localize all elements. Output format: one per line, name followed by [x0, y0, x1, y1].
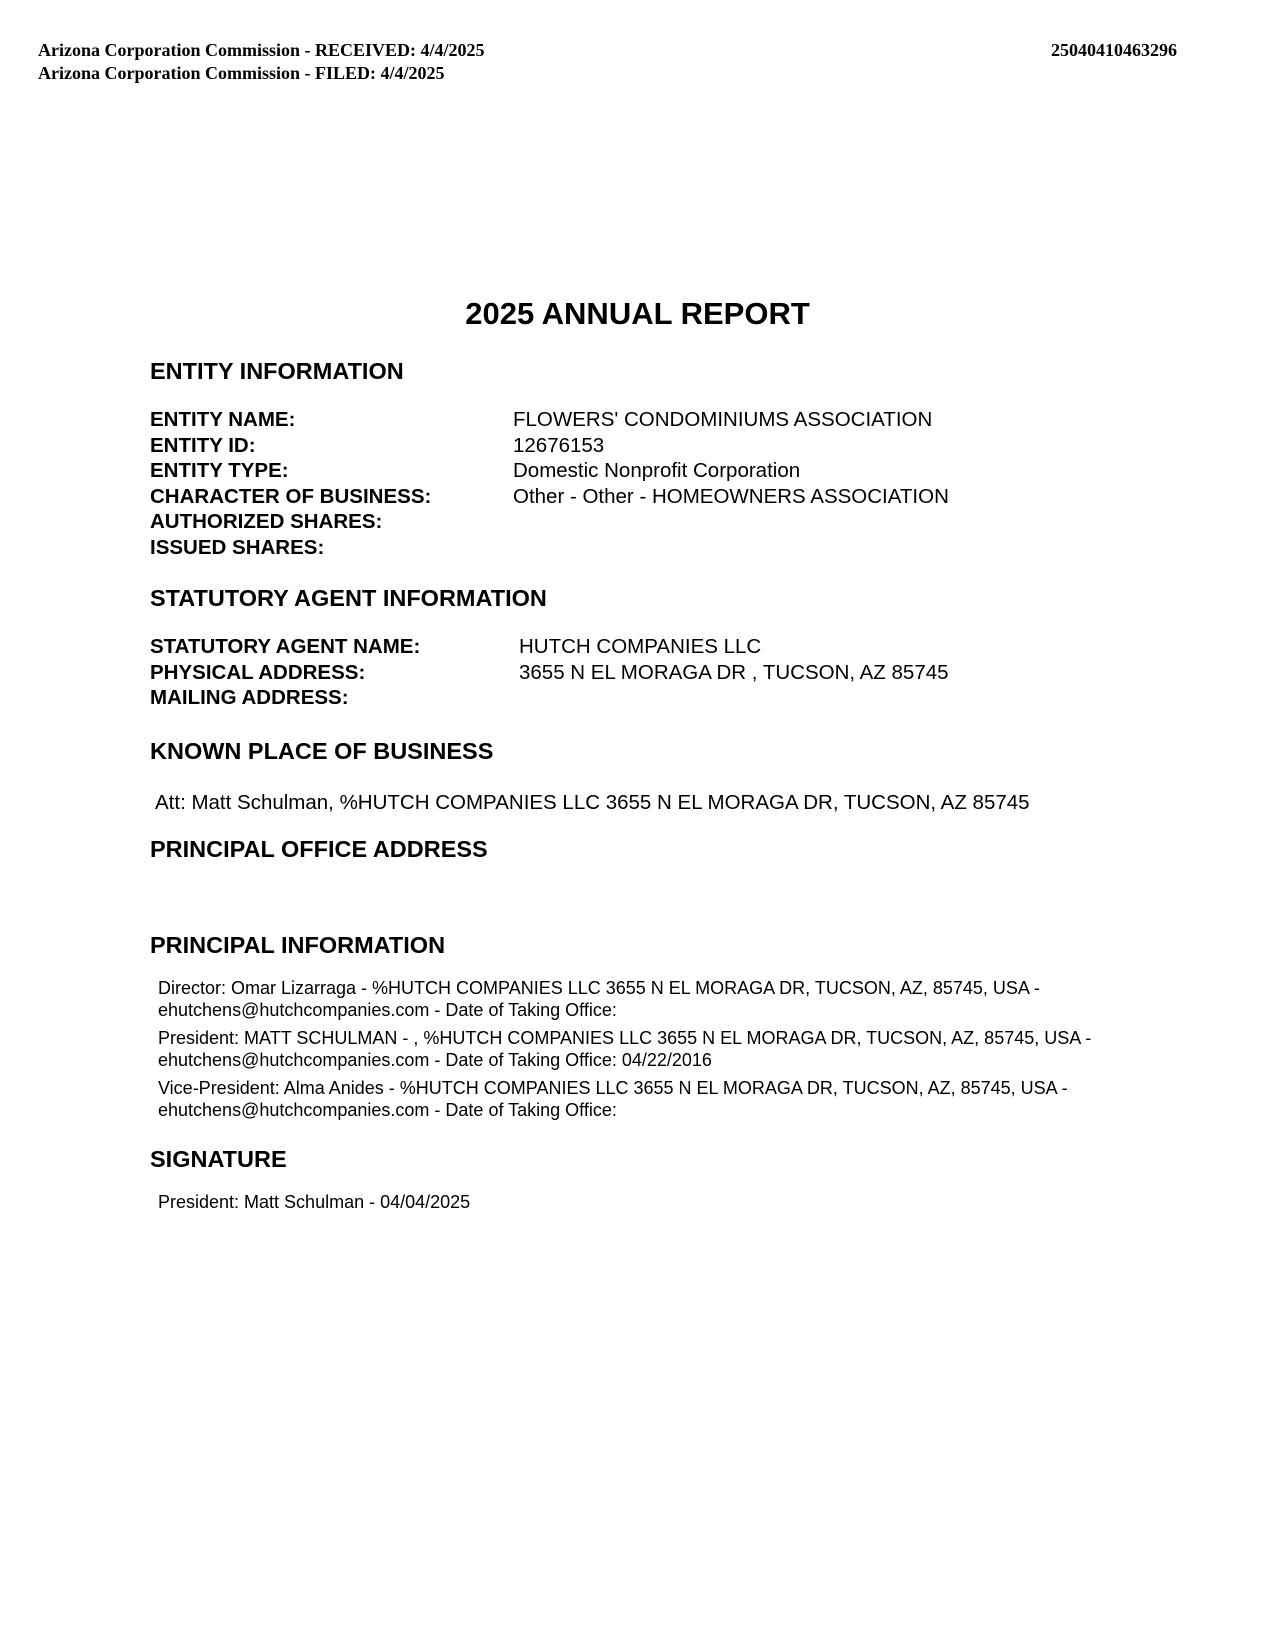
field-label: ENTITY TYPE:	[150, 459, 289, 482]
section-heading-principal-office-address: PRINCIPAL OFFICE ADDRESS	[150, 836, 488, 862]
field-value: Other - Other - HOMEOWNERS ASSOCIATION	[513, 484, 949, 508]
signature-line: President: Matt Schulman - 04/04/2025	[158, 1192, 471, 1212]
principal-entry-president: President: MATT SCHULMAN - , %HUTCH COMPANIES LLC 3655 N EL MORAGA DR, TUCSON, AZ, 85745, USA - ehutchens@hutchcompanies.com - Date of Taking Office: 04/22/2016	[158, 1028, 1092, 1070]
page-title: 2025 ANNUAL REPORT	[465, 296, 810, 331]
field-label: MAILING ADDRESS:	[150, 686, 349, 709]
field-label: ENTITY NAME:	[150, 408, 296, 431]
filed-stamp-line: Arizona Corporation Commission - FILED: 4/4/2025	[38, 63, 445, 83]
field-label: AUTHORIZED SHARES:	[150, 510, 383, 533]
field-label: ENTITY ID:	[150, 433, 256, 457]
section-heading-known-place-of-business: KNOWN PLACE OF BUSINESS	[150, 738, 494, 764]
field-label: CHARACTER OF BUSINESS:	[150, 484, 432, 508]
known-place-of-business-address: Att: Matt Schulman, %HUTCH COMPANIES LLC 3655 N EL MORAGA DR, TUCSON, AZ 85745	[155, 791, 1030, 814]
filing-stamp	[38, 39, 485, 85]
received-stamp-line: Arizona Corporation Commission - RECEIVED: 4/4/2025	[38, 40, 485, 60]
field-value: FLOWERS' CONDOMINIUMS ASSOCIATION	[513, 408, 933, 431]
section-heading-principal-information: PRINCIPAL INFORMATION	[150, 932, 446, 958]
field-value: 3655 N EL MORAGA DR , TUCSON, AZ 85745	[519, 660, 949, 684]
field-value: HUTCH COMPANIES LLC	[519, 635, 762, 658]
section-heading-statutory-agent: STATUTORY AGENT INFORMATION	[150, 585, 547, 611]
section-heading-signature: SIGNATURE	[150, 1146, 287, 1172]
document-number: 25040410463296	[1051, 40, 1177, 60]
field-value: 12676153	[513, 433, 605, 457]
section-heading-entity-information: ENTITY INFORMATION	[150, 358, 404, 384]
principal-entry-vice-president: Vice-President: Alma Anides - %HUTCH COMPANIES LLC 3655 N EL MORAGA DR, TUCSON, AZ, 85745, USA - ehutchens@hutchcompanies.com - Date of Taking Office:	[158, 1078, 1068, 1120]
field-label: STATUTORY AGENT NAME:	[150, 635, 421, 658]
field-label: ISSUED SHARES:	[150, 535, 325, 559]
field-value: Domestic Nonprofit Corporation	[513, 459, 801, 482]
field-label: PHYSICAL ADDRESS:	[150, 660, 366, 684]
principal-entry-director: Director: Omar Lizarraga - %HUTCH COMPANIES LLC 3655 N EL MORAGA DR, TUCSON, AZ, 85745, USA - ehutchens@hutchcompanies.com - Date of Taking Office:	[158, 978, 1040, 1020]
